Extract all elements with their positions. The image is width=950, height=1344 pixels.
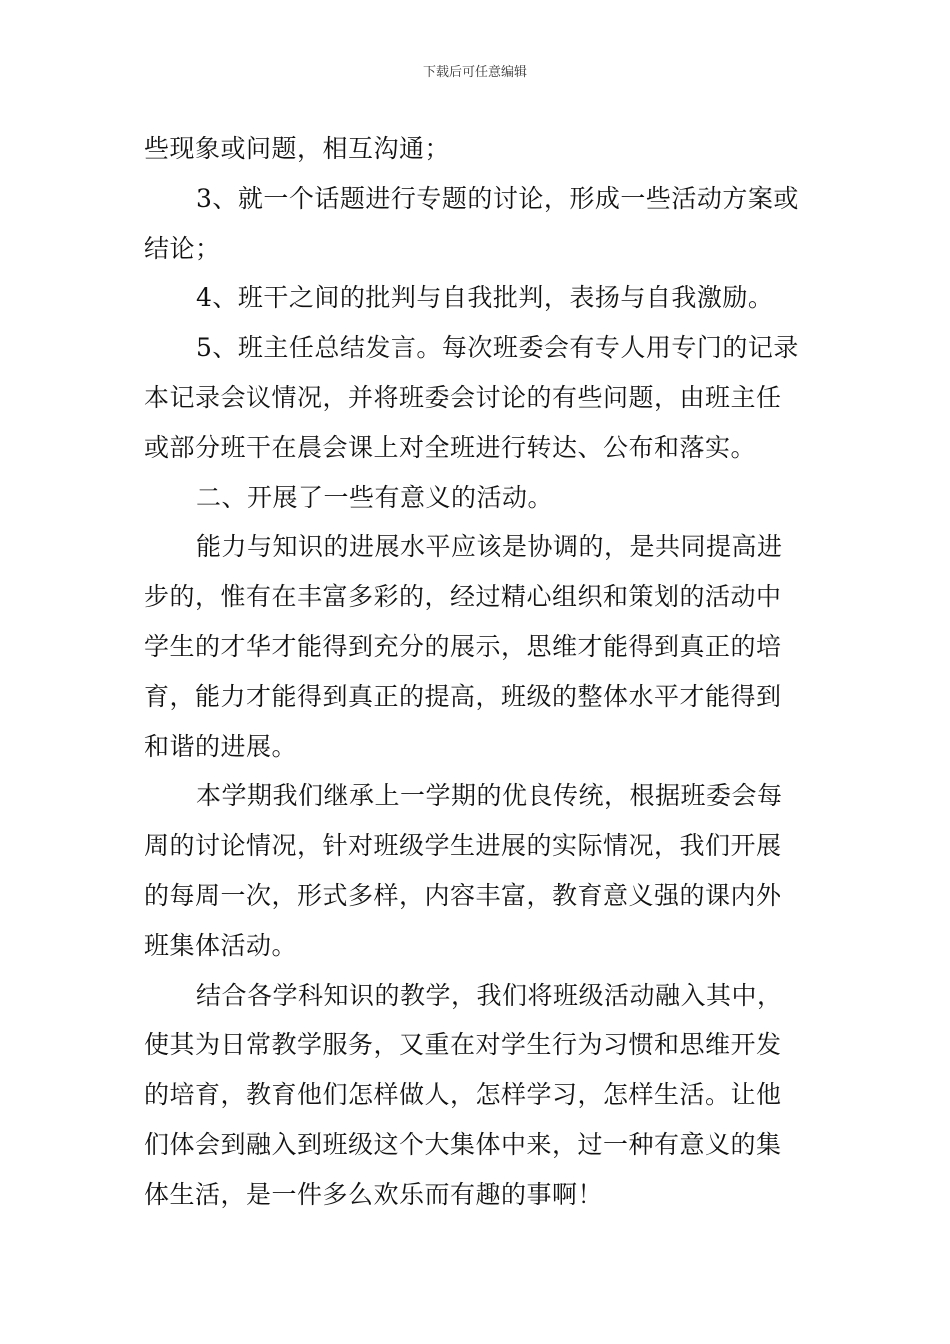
text-line: 的每周一次，形式多样，内容丰富，教育意义强的课内外 bbox=[144, 880, 782, 910]
text-line: 本学期我们继承上一学期的优良传统，根据班委会每 bbox=[196, 781, 783, 811]
document-body bbox=[144, 124, 814, 1220]
text-line: 和谐的进展。 bbox=[144, 731, 298, 761]
section-heading: 二、开展了一些有意义的活动。 bbox=[196, 482, 554, 512]
text-line: 5、班主任总结发言。每次班委会有专人用专门的记录 bbox=[196, 333, 799, 363]
text-line: 些现象或问题，相互沟通； bbox=[144, 134, 451, 163]
text-line: 3、就一个话题进行专题的讨论，形成一些活动方案或 bbox=[196, 183, 799, 213]
text-line: 结合各学科知识的教学，我们将班级活动融入其中， bbox=[196, 980, 783, 1010]
text-line: 使其为日常教学服务，又重在对学生行为习惯和思维开发 bbox=[144, 1030, 782, 1060]
text-line: 周的讨论情况，针对班级学生进展的实际情况，我们开展 bbox=[144, 831, 782, 861]
text-line: 4、班干之间的批判与自我批判，表扬与自我激励。 bbox=[196, 283, 774, 313]
text-line: 本记录会议情况，并将班委会讨论的有些问题，由班主任 bbox=[144, 382, 782, 412]
text-line: 体生活，是一件多么欢乐而有趣的事啊！ bbox=[144, 1179, 604, 1209]
text-line: 学生的才华才能得到充分的展示，思维才能得到真正的培 bbox=[144, 631, 782, 661]
text-line: 育，能力才能得到真正的提高，班级的整体水平才能得到 bbox=[144, 681, 782, 711]
text-line: 结论； bbox=[144, 233, 221, 263]
text-line: 步的，惟有在丰富多彩的，经过精心组织和策划的活动中 bbox=[144, 582, 782, 612]
text-line: 们体会到融入到班级这个大集体中来，过一种有意义的集 bbox=[144, 1129, 782, 1159]
text-line: 能力与知识的进展水平应该是协调的，是共同提高进 bbox=[196, 532, 783, 562]
text-line: 的培育，教育他们怎样做人，怎样学习，怎样生活。让他 bbox=[144, 1080, 782, 1110]
page-header: 下载后可任意编辑 bbox=[422, 65, 527, 80]
text-line: 或部分班干在晨会课上对全班进行转达、公布和落实。 bbox=[144, 432, 757, 462]
text-line: 班集体活动。 bbox=[144, 930, 298, 960]
